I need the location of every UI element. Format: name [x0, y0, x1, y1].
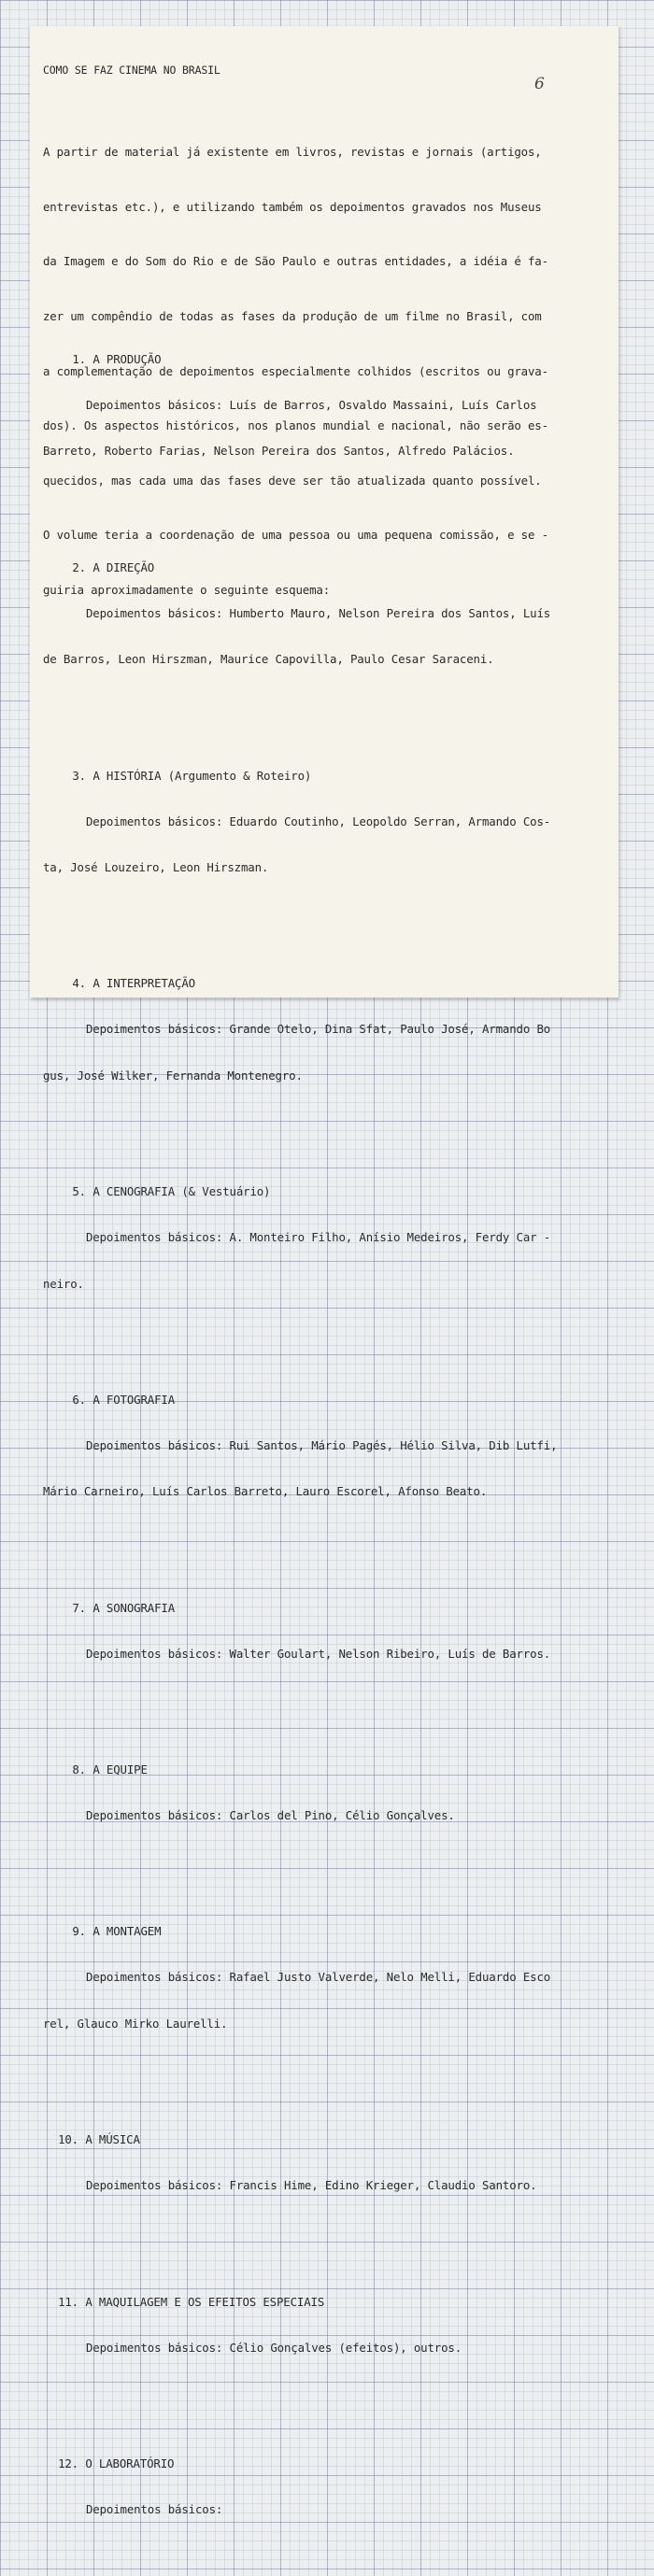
list-item	[43, 2267, 557, 2386]
item-title: 9. A MONTAGEM	[72, 1924, 162, 1939]
list-item	[43, 948, 557, 1114]
item-line: de Barros, Leon Hirszman, Maurice Capovilla, Paulo Cesar Saraceni.	[43, 652, 494, 667]
item-line: Depoimentos básicos: Grande Otelo, Dina Sfat, Paulo José, Armando Bo	[86, 1022, 551, 1037]
item-line: Depoimentos básicos: A. Monteiro Filho, Anísio Medeiros, Ferdy Car -	[86, 1230, 551, 1245]
item-title: 3. A HISTÓRIA (Argumento & Roteiro)	[72, 768, 312, 783]
item-line: rel, Glauco Mirko Laurelli.	[43, 2016, 228, 2031]
list-item	[43, 1573, 557, 1692]
intro-line: quecidos, mas cada uma das fases deve ser tão atualizada quanto possível.	[43, 473, 542, 488]
intro-line: dos). Os aspectos históricos, nos planos mundial e nacional, não serão es-	[43, 418, 548, 433]
list-item	[43, 2428, 557, 2548]
item-line: ta, José Louzeiro, Leon Hirszman.	[43, 859, 269, 874]
item-line: Depoimentos básicos: Luís de Barros, Osvaldo Massaini, Luís Carlos	[86, 398, 537, 412]
item-line: Depoimentos básicos: Francis Hime, Edino Krieger, Claudio Santoro.	[86, 2178, 537, 2193]
intro-line: entrevistas etc.), e utilizando também os depoimentos gravados nos Museus	[43, 199, 542, 214]
list-item	[43, 2104, 557, 2224]
item-line: gus, José Wilker, Fernanda Montenegro.	[43, 1068, 303, 1083]
item-line: Depoimentos básicos: Eduardo Coutinho, Leopoldo Serran, Armando Cos-	[86, 814, 551, 828]
item-title: 11. A MAQUILAGEM E OS EFEITOS ESPECIAIS	[58, 2294, 325, 2309]
item-line: Depoimentos básicos: Walter Goulart, Nelson Ribeiro, Luís de Barros.	[86, 1646, 551, 1661]
item-title: 2. A DIREÇÃO	[72, 559, 155, 574]
intro-line: a complementação de depoimentos especialmente colhidos (escritos ou grava-	[43, 363, 548, 378]
item-title: 7. A SONOGRAFIA	[72, 1600, 176, 1615]
list-item	[43, 1365, 557, 1531]
item-line: Barreto, Roberto Farias, Nelson Pereira dos Santos, Alfredo Palácios.	[43, 444, 515, 459]
item-line: Depoimentos básicos: Rafael Justo Valverde, Nelo Melli, Eduardo Esco	[86, 1970, 551, 1985]
item-title: 1. A PRODUÇÃO	[72, 352, 162, 366]
intro-line: A partir de material já existente em livros, revistas e jornais (artigos,	[43, 145, 542, 160]
intro-line: guiria aproximadamente o seguinte esquema:	[43, 582, 331, 597]
item-title: 12. O LABORATÓRIO	[58, 2456, 175, 2471]
document-heading: COMO SE FAZ CINEMA NO BRASIL	[43, 64, 220, 77]
outline-list	[43, 282, 557, 2576]
item-line: Depoimentos básicos:	[86, 2502, 223, 2517]
item-title: 10. A MÚSICA	[58, 2132, 140, 2147]
item-line: Depoimentos básicos: Carlos del Pino, Célio Gonçalves.	[86, 1808, 455, 1823]
list-item	[43, 1734, 557, 1854]
intro-line: da Imagem e do Som do Rio e de São Paulo e outras entidades, a idéia é fa-	[43, 254, 548, 269]
list-item	[43, 532, 557, 699]
list-item	[43, 741, 557, 907]
item-line: Depoimentos básicos: Rui Santos, Mário Pagés, Hélio Silva, Dib Lutfi,	[86, 1437, 558, 1452]
list-item	[43, 1156, 557, 1323]
intro-line: zer um compêndio de todas as fases da produção de um filme no Brasil, com	[43, 308, 542, 323]
item-title: 5. A CENOGRAFIA (& Vestuário)	[72, 1184, 271, 1199]
item-title: 4. A INTERPRETAÇÃO	[72, 976, 195, 991]
item-line: Mário Carneiro, Luís Carlos Barreto, Lauro Escorel, Afonso Beato.	[43, 1484, 488, 1499]
item-title: 8. A EQUIPE	[72, 1762, 148, 1777]
item-title: 6. A FOTOGRAFIA	[72, 1392, 176, 1407]
item-line: Depoimentos básicos: Humberto Mauro, Nelson Pereira dos Santos, Luís	[86, 605, 551, 620]
intro-line: O volume teria a coordenação de uma pessoa ou uma pequena comissão, e se -	[43, 528, 548, 543]
document-page	[30, 26, 618, 2517]
item-line: neiro.	[43, 1276, 84, 1291]
item-line: Depoimentos básicos: Célio Gonçalves (efeitos), outros.	[86, 2340, 462, 2355]
list-item	[43, 324, 557, 490]
handwritten-page-number: 6	[534, 75, 545, 93]
list-item	[43, 1896, 557, 2062]
